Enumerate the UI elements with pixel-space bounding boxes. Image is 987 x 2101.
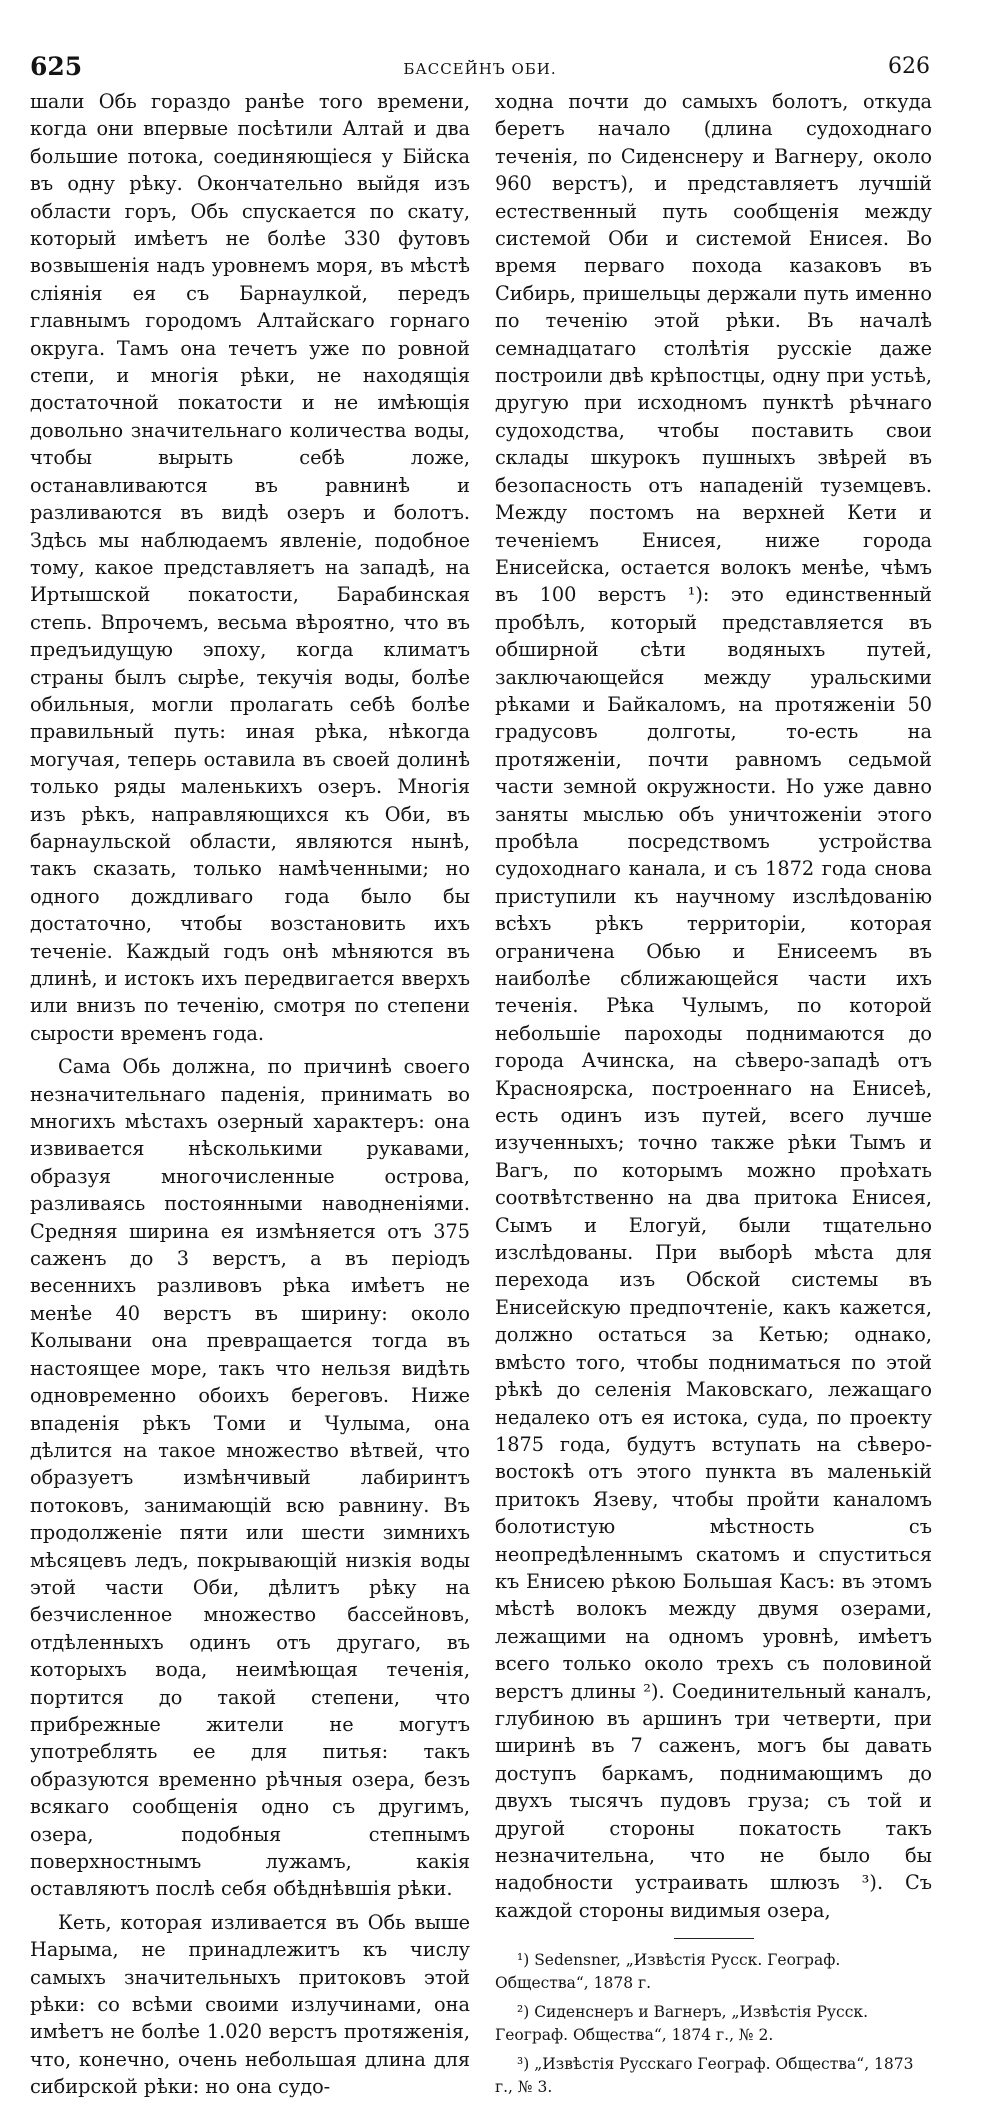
right-column (495, 88, 932, 2099)
paragraph: ходна почти до самыхъ болотъ, откуда беретъ начало (длина судоходнаго теченiя, по Сиденснеру и Вагнеру, около 960 верстъ), и представляетъ лучшiй естественный путь сообщенiя между системой Оби и системой Енисея. Во время перваго похода казаковъ въ Сибирь, пришельцы держали путь именно по теченiю этой рѣки. Въ началѣ семнадцатаго столѣтiя русскiе даже построили двѣ крѣпостцы, одну при устьѣ, другую при исходномъ пунктѣ рѣчнаго судоходства, чтобы поставить свои склады шкурокъ пушныхъ звѣрей въ безопасность отъ нападенiй туземцевъ. Между постомъ на верхней Кети и теченiемъ Енисея, ниже города Енисейска, остается волокъ менѣе, чѣмъ въ 100 верстъ ¹): это единственный пробѣлъ, который представляется въ обширной сѣти водяныхъ путей, заключающейся между уральскими рѣками и Байкаломъ, на протяженiи 50 градусовъ долготы, то-есть на протяженiи, почти равномъ седьмой части земной окружности. Но уже давно заняты мыслью объ уничтоженiи этого пробѣла посредствомъ устройства судоходнаго канала, и съ 1872 года снова приступили къ научному изслѣдованiю всѣхъ рѣкъ территорiи, которая ограничена Обью и Енисеемъ въ наиболѣе сближающейся части ихъ теченiя. Рѣка Чулымъ, по которой небольшiе пароходы поднимаются до города Ачинска, на сѣверо-западѣ отъ Красноярска, построеннаго на Енисеѣ, есть одинъ изъ путей, всего лучше изученныхъ; точно также рѣки Тымъ и Вагъ, по которымъ можно проѣхать соотвѣтственно на два притока Енисея, Сымъ и Елогуй, были тщательно изслѣдованы. При выборѣ мѣста для перехода изъ Обской системы въ Енисейскую предпочтенiе, какъ кажется, должно остаться за Кетью; однако, вмѣсто того, чтобы подниматься по этой рѣкѣ до селенiя Маковскаго, лежащаго недалеко отъ ея истока, суда, по проекту 1875 года, будутъ вступать на сѣверо-востокѣ отъ этого пункта въ маленькiй притокъ Язеву, чтобы пройти каналомъ болотистую мѣстность съ неопредѣленнымъ скатомъ и спуститься къ Енисею рѣкою Большая Касъ: въ этомъ мѣстѣ волокъ между двумя озерами, лежащими на одномъ уровнѣ, имѣетъ всего только около трехъ съ половиной верстъ длины ²). Соединительный каналъ, глубиною въ аршинъ три четверти, при ширинѣ въ 7 саженъ, могъ бы давать доступъ баркамъ, поднимающимъ до двухъ тысячъ пудовъ груза; съ той и другой стороны покатость такъ незначительна, что не было бы надобности устраивать шлюзъ ³). Съ каждой стороны видимыя озера, (495, 90, 932, 1922)
paragraph: Сама Обь должна, по причинѣ своего незначительнаго паденiя, принимать во многихъ мѣстахъ озерный характеръ: она извивается нѣсколькими рукавами, образуя многочисленные острова, разливаясь постоянными наводненiями. Средняя ширина ея измѣняется отъ 375 саженъ до 3 верстъ, а въ перiодъ весеннихъ разливовъ рѣка имѣетъ не менѣе 40 верстъ въ ширину: около Колывани она превращается тогда въ настоящее море, такъ что нельзя видѣть одновременно обоихъ береговъ. Ниже впаденiя рѣкъ Томи и Чулыма, она дѣлится на такое множество вѣтвей, что образуетъ измѣнчивый лабиринтъ потоковъ, занимающiй всю равнину. Въ продолженiе пяти или шести зимнихъ мѣсяцевъ ледъ, покрывающiй низкiя воды этой части Оби, дѣлитъ рѣку на безчисленное множество бассейновъ, отдѣленныхъ одинъ отъ другаго, въ которыхъ вода, неимѣющая теченiя, портится до такой степени, что прибрежные жители не могутъ употреблять ее для питья: такъ образуются временно рѣчныя озера, безъ всякаго сообщенiя одно съ другимъ, озера, подобныя степнымъ поверхностнымъ лужамъ, какiя оставляютъ послѣ себя обѣднѣвшiя рѣки. (30, 1055, 470, 1901)
left-page-number: 625 (30, 52, 83, 81)
running-title: БАССЕЙНЪ ОБИ. (403, 60, 557, 78)
footnote: ¹) Sedensner, „Извѣстiя Русск. Географ. Общества“, 1878 г. (495, 1951, 841, 1993)
left-column (30, 88, 470, 2101)
right-page-number: 626 (888, 54, 930, 79)
paragraph: шали Обь гораздо ранѣе того времени, когда они впервые посѣтили Алтай и два большие потока, соединяющiеся у Бiйска въ одну рѣку. Окончательно выйдя изъ области горъ, Обь спускается по скату, который имѣетъ не болѣе 330 футовъ возвышенiя надъ уровнемъ моря, въ мѣстѣ слiянiя ея съ Барнаулкой, передъ главнымъ городомъ Алтайскаго горнаго округа. Тамъ она течетъ уже по ровной степи, и многiя рѣки, не находящiя достаточной покатости и не имѣющiя довольно значительнаго количества воды, чтобы вырыть себѣ ложе, останавливаются въ равнинѣ и разливаются въ видѣ озеръ и болотъ. Здѣсь мы наблюдаемъ явленiе, подобное тому, какое представляетъ на западѣ, на Иртышской покатости, Барабинская степь. Впрочемъ, весьма вѣроятно, что въ предъидущую эпоху, когда климатъ страны былъ сырѣе, текучiя воды, болѣе обильныя, могли пролагать себѣ болѣе правильный путь: иная рѣка, нѣкогда могучая, теперь оставила въ своей долинѣ только ряды маленькихъ озеръ. Многiя изъ рѣкъ, направляющихся къ Оби, въ барнаульской области, являются нынѣ, такъ сказать, только намѣченными; но одного дождливаго года было бы достаточно, чтобы возстановить ихъ теченiе. Каждый годъ онѣ мѣняются въ длинѣ, и истокъ ихъ передвигается вверхъ или внизъ по теченiю, смотря по степени сырости временъ года. (30, 90, 470, 1045)
footnote-divider (674, 1938, 754, 1939)
footnotes (495, 1949, 932, 2099)
page-header (30, 52, 930, 88)
paragraph: Кеть, которая изливается въ Обь выше Нарыма, не принадлежитъ къ числу самыхъ значительныхъ притоковъ этой рѣки: со всѣми своими излучинами, она имѣетъ не болѣе 1.020 верстъ протяженiя, что, конечно, очень небольшая длина для сибирской рѣки: но она судо- (30, 1910, 470, 2099)
footnote: ³) „Извѣстiя Русскаго Географ. Общества“, 1873 г., № 3. (495, 2055, 914, 2097)
footnote: ²) Сиденснеръ и Вагнеръ, „Извѣстiя Русск. Географ. Общества“, 1874 г., № 2. (495, 2003, 868, 2045)
